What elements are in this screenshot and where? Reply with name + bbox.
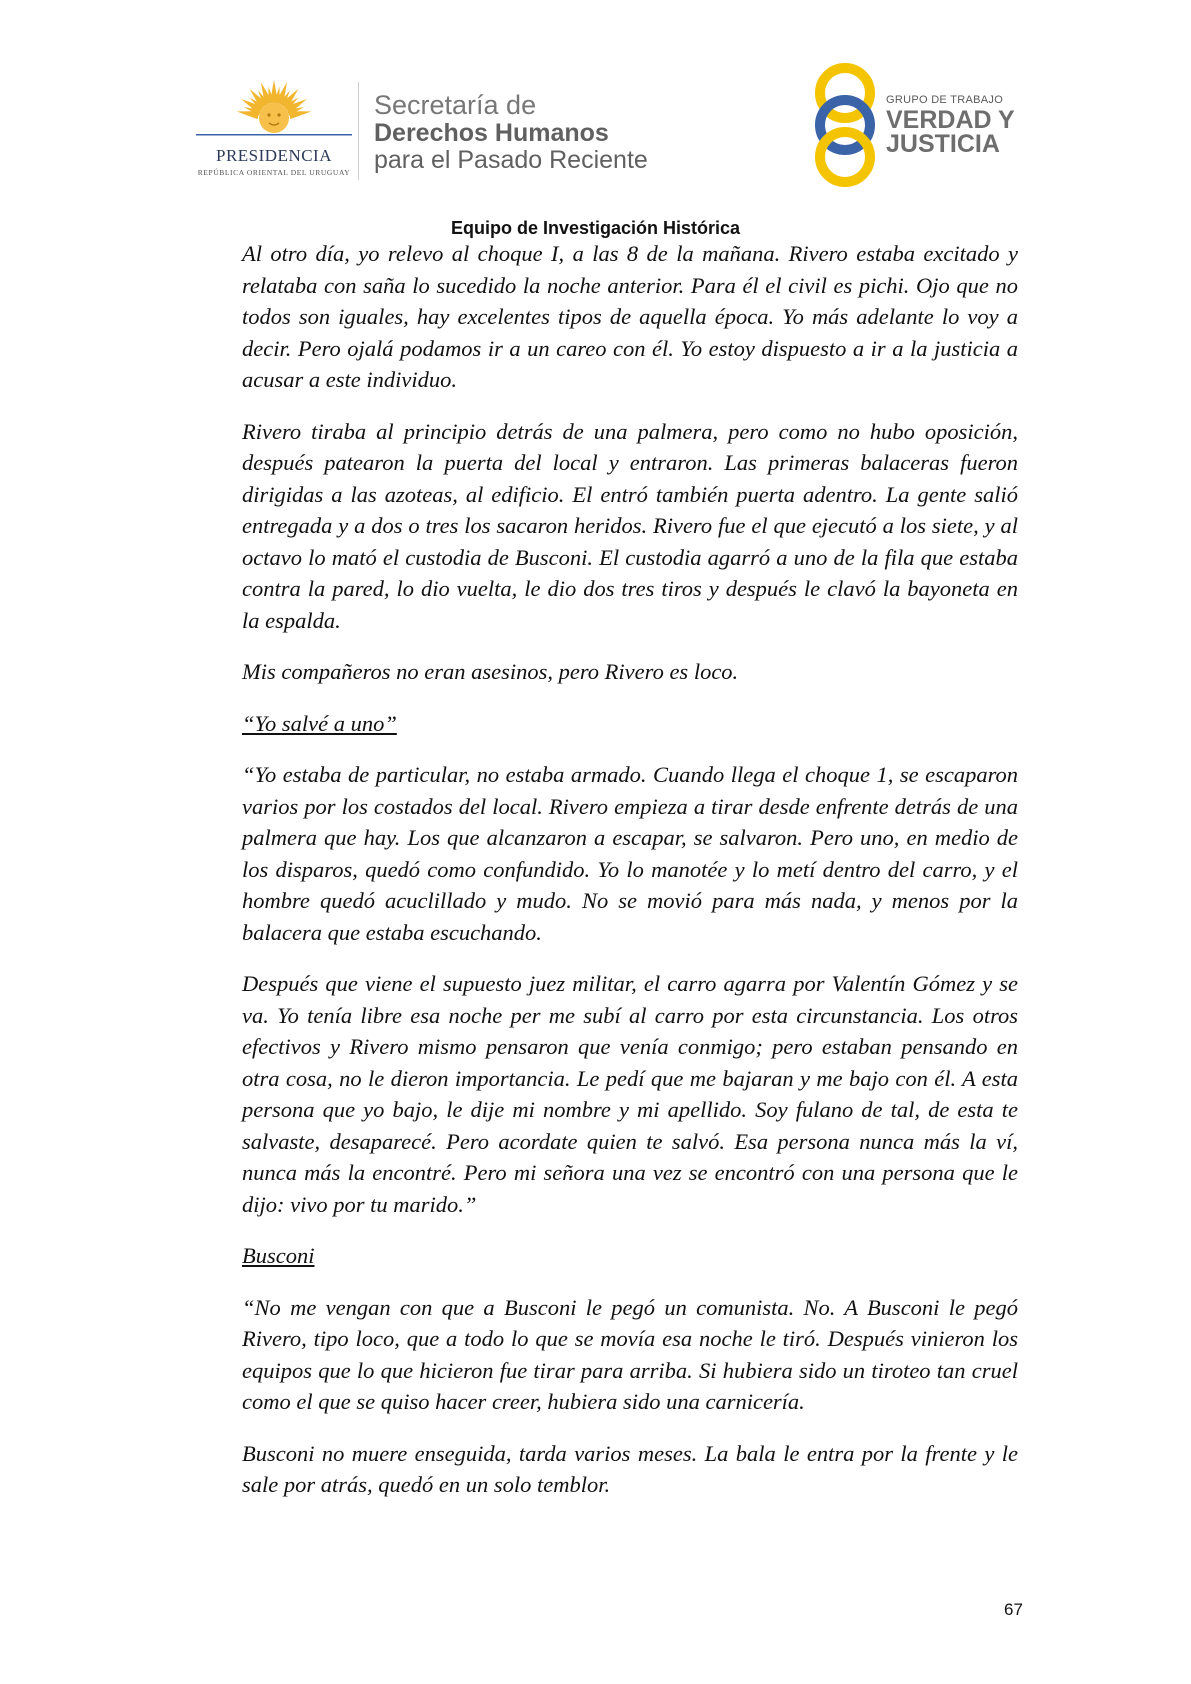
logo-divider <box>358 82 359 180</box>
page-header <box>0 0 1191 230</box>
secretaria-line-2: Derechos Humanos <box>374 119 609 147</box>
presidencia-logo <box>196 78 352 188</box>
justicia-text: JUSTICIA <box>886 130 1000 158</box>
section-heading: Busconi <box>242 1243 315 1268</box>
sun-emblem-icon <box>196 78 352 148</box>
secretaria-logo <box>374 90 648 174</box>
secretaria-line-1: Secretaría de <box>374 90 537 120</box>
section-heading: “Yo salvé a uno” <box>242 710 397 736</box>
paragraph: Al otro día, yo relevo al choque I, a las 8 de la mañana. Rivero estaba excitado y relataba con saña lo sucedido la noche anterior. Para él el civil es pichi. Ojo que no todos son iguales, hay excelentes tipos de aquella época. Yo más adelante lo voy a decir. Pero ojalá podamos ir a un careo con él. Yo estoy dispuesto a ir a la justicia a acusar a este individuo. <box>242 241 1018 392</box>
team-title: Equipo de Investigación Histórica <box>450 218 741 238</box>
paragraph: Rivero tiraba al principio detrás de una palmera, pero como no hubo oposición, después patearon la puerta del local y entraron. Las primeras balaceras fueron dirigidas a las azoteas, al edificio. El entró también puerta adentro. La gente salió entregada y a dos o tres los sacaron heridos. Rivero fue el que ejecutó a los siete, y al octavo lo mató el custodia de Busconi. El custodia agarró a uno de la fila que estaba contra la pared, lo dio vuelta, le dio dos tres tiros y después le clavó la bayoneta en la espalda. <box>242 418 1018 633</box>
paragraph: Busconi no muere enseguida, tarda varios meses. La bala le entra por la frente y le sale por atrás, quedó en un solo temblor. <box>242 1440 1018 1497</box>
paragraph: “No me vengan con que a Busconi le pegó un comunista. No. A Busconi le pegó Rivero, tipo loco, que a todo lo que se movía esa noche le tiró. Después vinieron los equipos que lo que hicieron fue tirar para arriba. Si hubiera sido un tiroteo tan cruel como el que se quiso hacer creer, hubiera sido una carnicería. <box>242 1294 1018 1414</box>
page-number: 67 <box>1004 1600 1023 1619</box>
grupo-verdad-label <box>886 108 1015 156</box>
document-body <box>242 238 1018 1521</box>
paragraph: “Yo estaba de particular, no estaba armado. Cuando llega el choque 1, se escaparon varios por los costados del local. Rivero empieza a tirar desde enfrente detrás de una palmera que hay. Los que alcanzaron a escapar, se salvaron. Pero uno, en medio de los disparos, quedó como confundido. Yo lo manotée y lo metí dentro del carro, y el hombre quedó acuclillado y mudo. No se movió para más nada, y menos por la balacera que estaba escuchando. <box>242 762 1018 945</box>
presidencia-subtitle: REPÚBLICA ORIENTAL DEL URUGUAY <box>197 168 351 177</box>
paragraph: Mis compañeros no eran asesinos, pero Rivero es loco. <box>242 659 739 684</box>
verdad-text: VERDAD Y <box>886 106 1015 134</box>
paragraph: Después que viene el supuesto juez militar, el carro agarra por Valentín Gómez y se va. Yo tenía libre esa noche per me subí al carro por esta circunstancia. Los otros efectivos y Rivero mismo pensaron que venía conmigo; pero estaban pensando en otra cosa, no le dieron importancia. Le pedí que me bajaran y me bajo con él. A esta persona que yo bajo, le dije mi nombre y mi apellido. Soy fulano de tal, de esta te salvaste, desaparecé. Pero acordate quien te salvó. Esa persona nunca más la ví, nunca más la encontré. Pero mi señora una vez se encontró con una persona que le dijo: vivo por tu marido.” <box>242 971 1018 1217</box>
linked-rings-icon <box>810 60 880 190</box>
presidencia-name: PRESIDENCIA <box>215 146 332 165</box>
grupo-trabajo-logo <box>810 60 1020 190</box>
grupo-trabajo-label: GRUPO DE TRABAJO <box>886 94 1004 106</box>
secretaria-line-3: para el Pasado Reciente <box>374 146 648 174</box>
